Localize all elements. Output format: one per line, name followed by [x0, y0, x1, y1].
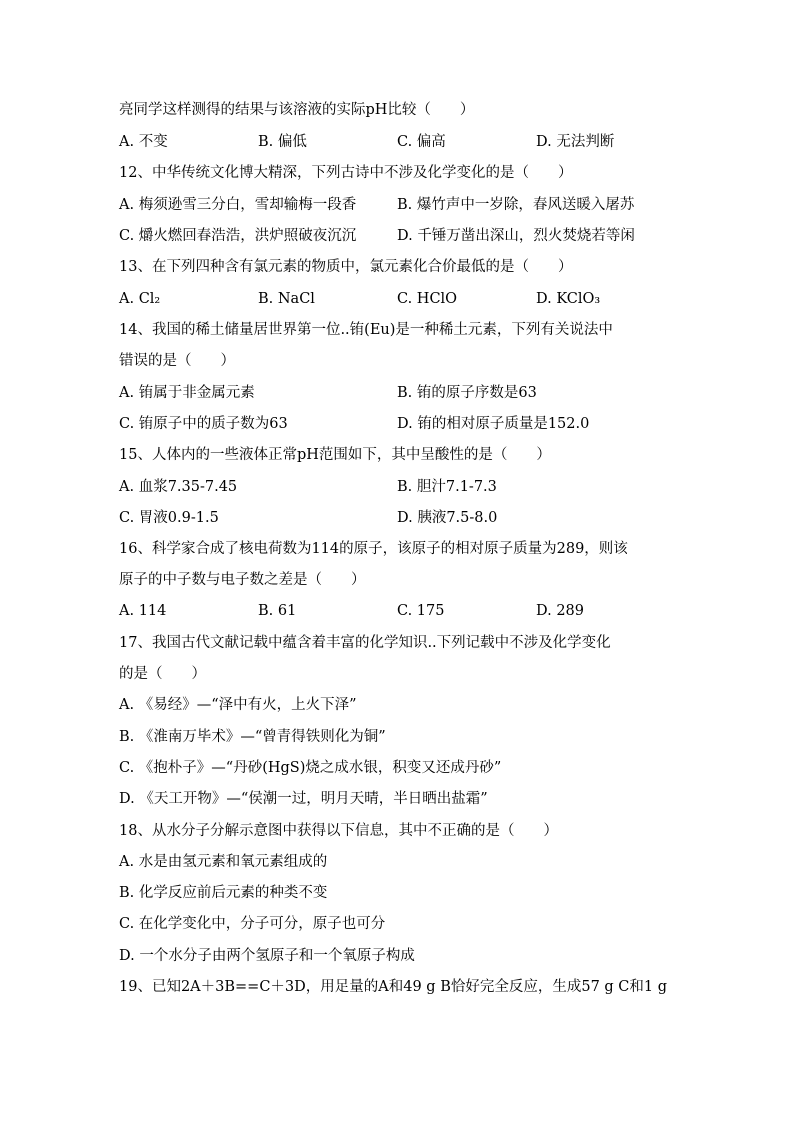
- q14-stem: 14、我国的稀土储量居世界第一位..铕(Eu)是一种稀土元素，下列有关说法中: [119, 322, 613, 338]
- q12-option-d: D. 千锤万凿出深山，烈火焚烧若等闲: [397, 228, 635, 244]
- q15-option-b: B. 胆汁7.1-7.3: [397, 479, 497, 495]
- q12-option-a: A. 梅须逊雪三分白，雪却输梅一段香: [119, 197, 357, 213]
- q18-option-d: D. 一个水分子由两个氢原子和一个氧原子构成: [119, 948, 415, 964]
- q19-stem: 19、已知2A＋3B==C＋3D，用足量的A和49 g B恰好完全反应，生成57 g C和1 g: [119, 979, 668, 995]
- q18-option-a: A. 水是由氢元素和氧元素组成的: [119, 854, 328, 870]
- q13-option-c: C. HClO: [397, 291, 458, 307]
- q14-option-c: C. 铕原子中的质子数为63: [119, 416, 288, 432]
- q16-stem-continuation: 原子的中子数与电子数之差是（ ）: [119, 572, 366, 588]
- q18-stem: 18、从水分子分解示意图中获得以下信息，其中不正确的是（ ）: [119, 823, 558, 839]
- q11-option-b: B. 偏低: [258, 134, 307, 150]
- q14-option-a: A. 铕属于非金属元素: [119, 385, 255, 401]
- q14-option-d: D. 铕的相对原子质量是152.0: [397, 416, 590, 432]
- q14-stem-continuation: 错误的是（ ）: [119, 353, 235, 369]
- q15-stem: 15、人体内的一些液体正常pH范围如下，其中呈酸性的是（ ）: [119, 447, 551, 463]
- q17-option-c: C. 《抱朴子》—“丹砂(HgS)烧之成水银，积变又还成丹砂”: [119, 760, 502, 776]
- q13-option-a: A. Cl₂: [119, 291, 161, 307]
- q12-option-c: C. 爝火燃回春浩浩，洪炉照破夜沉沉: [119, 228, 357, 244]
- q17-stem: 17、我国古代文献记载中蕴含着丰富的化学知识..下列记载中不涉及化学变化: [119, 635, 611, 651]
- q15-option-d: D. 胰液7.5-8.0: [397, 510, 498, 526]
- q18-option-b: B. 化学反应前后元素的种类不变: [119, 885, 328, 901]
- q14-option-b: B. 铕的原子序数是63: [397, 385, 537, 401]
- q17-stem-continuation: 的是（ ）: [119, 666, 206, 682]
- q11-option-d: D. 无法判断: [536, 134, 615, 150]
- q11-stem-continuation: 亮同学这样测得的结果与该溶液的实际pH比较（ ）: [119, 102, 475, 118]
- q15-option-c: C. 胃液0.9-1.5: [119, 510, 219, 526]
- q16-option-c: C. 175: [397, 603, 445, 619]
- q13-option-b: B. NaCl: [258, 291, 315, 307]
- q16-option-a: A. 114: [119, 603, 167, 619]
- q11-option-a: A. 不变: [119, 134, 168, 150]
- q15-option-a: A. 血浆7.35-7.45: [119, 479, 238, 495]
- q16-stem: 16、科学家合成了核电荷数为114的原子，该原子的相对原子质量为289，则该: [119, 541, 628, 557]
- q12-option-b: B. 爆竹声中一岁除，春风送暖入屠苏: [397, 197, 635, 213]
- q11-option-c: C. 偏高: [397, 134, 446, 150]
- q13-stem: 13、在下列四种含有氯元素的物质中，氯元素化合价最低的是（ ）: [119, 259, 573, 275]
- q17-option-d: D. 《天工开物》—“侯潮一过，明月天晴，半日晒出盐霜”: [119, 791, 488, 807]
- q18-option-c: C. 在化学变化中，分子可分，原子也可分: [119, 916, 386, 932]
- q12-stem: 12、中华传统文化博大精深，下列古诗中不涉及化学变化的是（ ）: [119, 165, 573, 181]
- q17-option-a: A. 《易经》—“泽中有火，上火下泽”: [119, 697, 357, 713]
- q13-option-d: D. KClO₃: [536, 291, 601, 307]
- q16-option-d: D. 289: [536, 603, 585, 619]
- q16-option-b: B. 61: [258, 603, 297, 619]
- q17-option-b: B. 《淮南万毕术》—“曾青得铁则化为铜”: [119, 729, 386, 745]
